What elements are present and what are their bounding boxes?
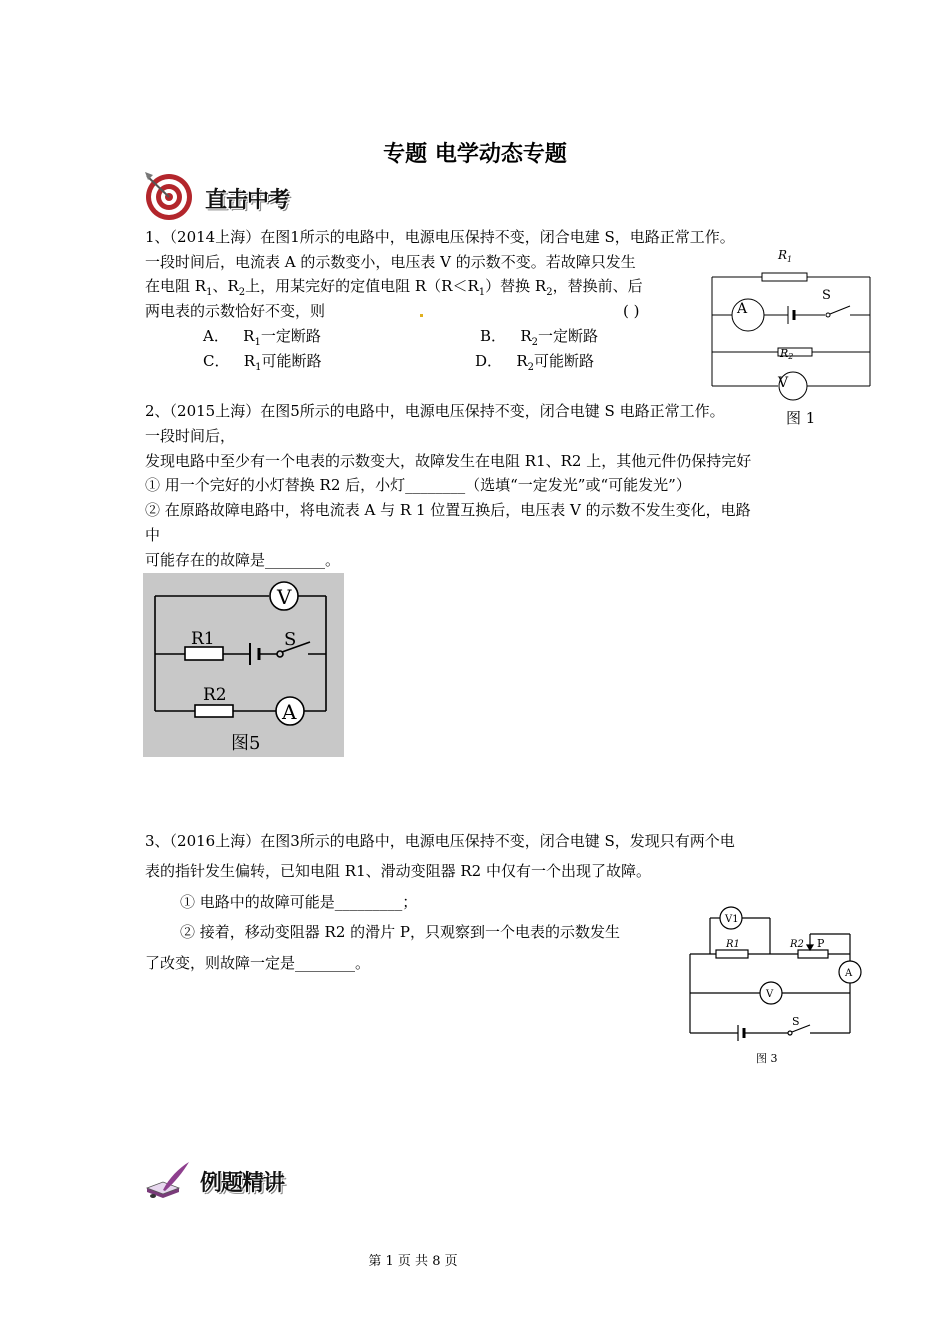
- fig1-r2-label: R2: [780, 347, 794, 361]
- option-a: A． $R_1$一定断路: [203, 327, 321, 348]
- q1-answer-paren: ( ): [623, 302, 640, 320]
- fig3-r2-label: R2: [790, 939, 804, 950]
- q2-line7: 可能存在的故障是________。: [145, 551, 341, 569]
- q3-line2: 表的指针发生偏转，已知电阻 R1、滑动变阻器 R2 中仅有一个出现了故障。: [145, 862, 651, 880]
- q3-line3: ① 电路中的故障可能是_________；: [180, 893, 418, 911]
- q2-line3: 发现电路中至少有一个电表的示数变大，故障发生在电阻 R1、R2 上，其他元件仍保持完好: [145, 452, 752, 470]
- figure-3-circuit: [680, 905, 870, 1074]
- dot-mark: [420, 314, 423, 317]
- figure-5-circuit: [143, 573, 344, 761]
- fig5-s-label: S: [284, 629, 297, 650]
- q2-line6: 中: [145, 526, 161, 544]
- q1-line1: 1、（2014上海）在图1所示的电路中，电源电压保持不变，闭合电建 S，电路正常工作。: [145, 228, 735, 246]
- fig3-ammeter-label: A: [845, 968, 853, 979]
- q2-line1: 2、（2015上海）在图5所示的电路中，电源电压保持不变，闭合电键 S 电路正常工作。: [145, 402, 725, 420]
- q1-line4: 两电表的示数恰好不变，则: [145, 302, 326, 320]
- section-heading: 直击中考: [205, 188, 290, 213]
- q1-line2: 一段时间后，电流表 A 的示数变小，电压表 V 的示数不变。若故障只发生: [145, 253, 636, 271]
- option-d: D． $R_2$可能断路: [475, 352, 595, 373]
- page-footer: 第 1 页 共 8 页: [368, 1254, 458, 1269]
- fig5-r1-label: R1: [191, 629, 215, 649]
- fig5-voltmeter-label: V: [277, 585, 292, 609]
- fig1-r1-label: $R_1$: [778, 248, 793, 264]
- page-title: 专题 电学动态专题: [383, 142, 567, 167]
- fig5-r2-label: R2: [203, 685, 227, 705]
- q1-line3: 在电阻 $R_1$、$R_2$上，用某完好的定值电阻 $R(R<R_1)$替换 $R_2$，替换前、后: [145, 277, 643, 298]
- figure-1-circuit: [700, 242, 880, 436]
- fig1-voltmeter-label: V: [778, 375, 789, 391]
- fig1-caption: 图 1: [786, 409, 816, 427]
- fig5-ammeter-label: A: [282, 700, 297, 724]
- option-c: C． $R_1$可能断路: [203, 352, 322, 373]
- fig5-caption: 图5: [231, 733, 261, 754]
- target-icon: [143, 170, 195, 226]
- fig3-p-label: P: [817, 937, 825, 950]
- fig3-v1-label: V1: [725, 914, 739, 925]
- section-heading-2: 例题精讲: [200, 1171, 285, 1196]
- fig3-s-label: S: [792, 1015, 800, 1028]
- fig1-s-label: S: [822, 288, 831, 303]
- q2-line5: ② 在原路故障电路中，将电流表 A 与 R 1 位置互换后，电压表 V 的示数不发生变化，电路: [145, 501, 751, 519]
- q3-line4: ② 接着，移动变阻器 R2 的滑片 P，只观察到一个电表的示数发生: [180, 923, 621, 941]
- fig3-r1-label: R1: [726, 939, 740, 950]
- fig3-caption: 图 3: [756, 1052, 778, 1065]
- q2-line2: 一段时间后，: [145, 427, 236, 445]
- q2-line4: ① 用一个完好的小灯替换 R2 后，小灯________（选填“一定发光”或“可能发光”）: [145, 476, 691, 494]
- q3-line1: 3、（2016上海）在图3所示的电路中，电源电压保持不变，闭合电键 S，发现只有两个电: [145, 832, 735, 850]
- fig3-voltmeter-label: V: [766, 989, 774, 1000]
- q3-line5: 了改变，则故障一定是________。: [145, 954, 371, 972]
- quill-book-icon: [143, 1160, 191, 1206]
- fig1-ammeter-label: A: [737, 301, 748, 317]
- option-b: B． $R_2$一定断路: [480, 327, 599, 348]
